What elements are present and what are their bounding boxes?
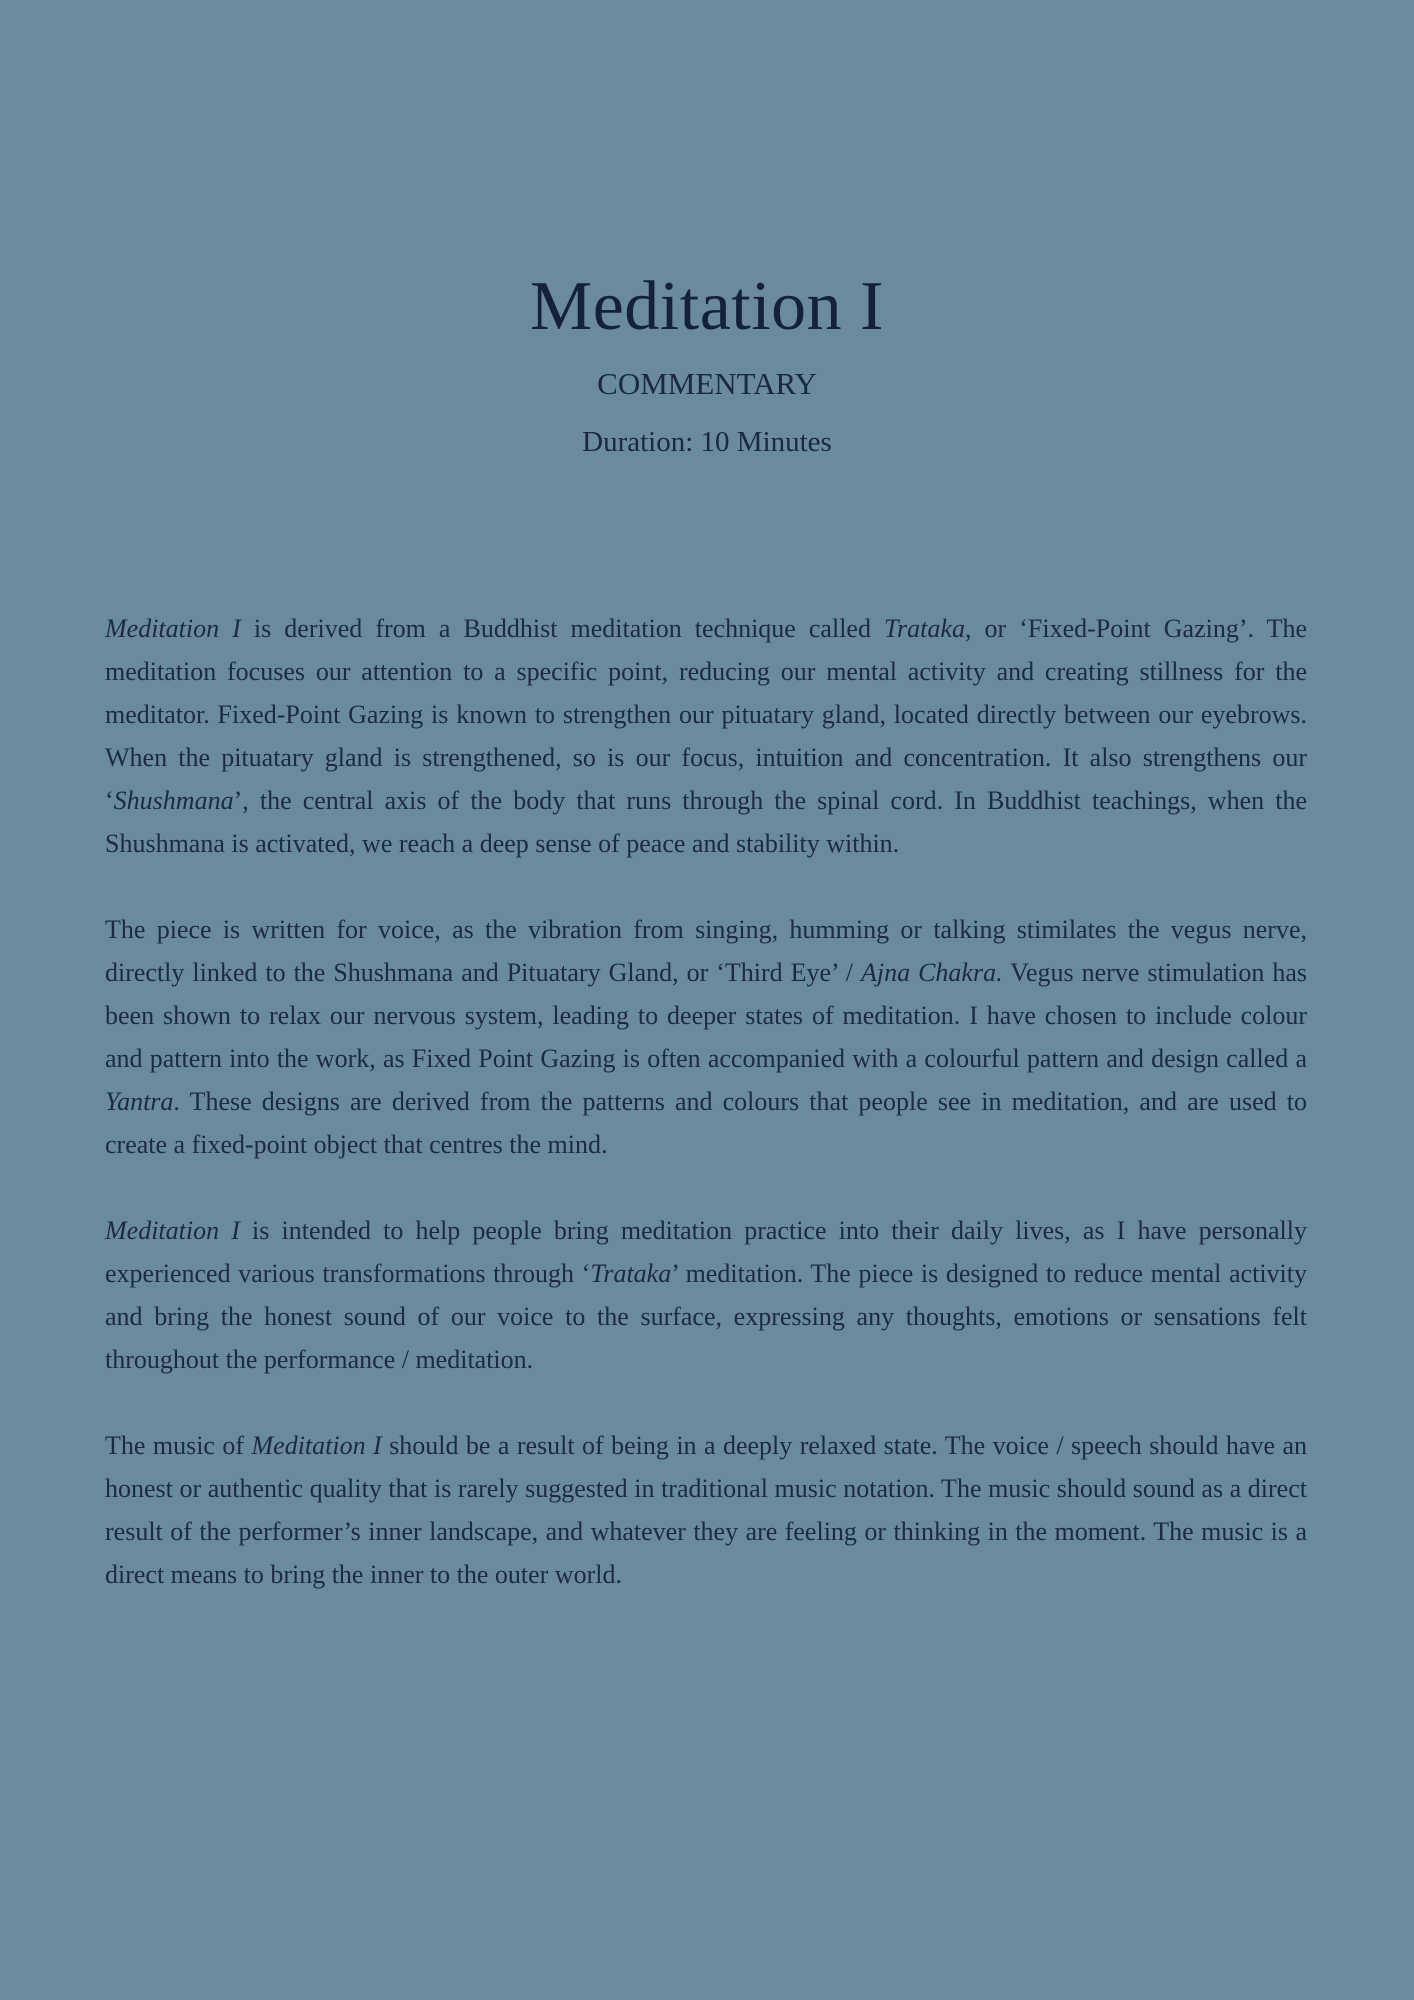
- paragraph-text: , or ‘Fixed-Point Gazing’. The meditation focuses our attention to a specific point, reducing our mental activity and creating stillness for the meditator. Fixed-Point Gazing is known to strengthen our pituatary gland, located directly between our eyebrows. When the pituatary gland is strengthened, so is our focus, intuition and concentration. It also strengthens our ‘: [105, 614, 1308, 815]
- section-subtitle: COMMENTARY: [597, 366, 817, 401]
- commentary-paragraph: [105, 908, 1307, 1166]
- commentary-paragraph: [105, 1209, 1307, 1381]
- commentary-paragraph: [105, 607, 1307, 865]
- paragraph-text: ’ meditation. The piece is designed to reduce mental activity and bring the honest sound of our voice to the surface, expressing any thoughts, emotions or sensations felt throughout the performance / meditation.: [105, 1259, 1307, 1374]
- italic-term: Meditation I: [105, 614, 241, 643]
- paragraph-text: ’, the central axis of the body that runs through the spinal cord. In Buddhist teachings, when the Shushmana is activated, we reach a deep sense of peace and stability within.: [105, 786, 1307, 858]
- italic-term: Meditation I: [251, 1431, 382, 1460]
- italic-term: Trataka: [590, 1259, 672, 1288]
- italic-term: Ajna Chakra.: [860, 958, 1003, 987]
- page-title: Meditation I: [530, 268, 884, 345]
- paragraph-text: is derived from a Buddhist meditation technique called: [240, 614, 885, 643]
- paragraph-text: should be a result of being in a deeply relaxed state. The voice / speech should have an honest or authentic quality that is rarely suggested in traditional music notation. The music should sound as a direct result of the performer’s inner landscape, and whatever they are feeling or thinking in the moment. The music is a direct means to bring the inner to the outer world.: [105, 1431, 1307, 1589]
- paragraph-text: is intended to help people bring meditation practice into their daily lives, as I have personally experienced various transformations through ‘: [105, 1216, 1307, 1288]
- commentary-paragraph: [105, 1424, 1307, 1596]
- italic-term: Meditation I: [105, 1216, 240, 1245]
- paragraph-text: The piece is written for voice, as the vibration from singing, humming or talking stimilates the vegus nerve, directly linked to the Shushmana and Pituatary Gland, or ‘Third Eye’ /: [105, 915, 1307, 987]
- duration-label: Duration: 10 Minutes: [582, 426, 832, 458]
- commentary-body: [105, 607, 1307, 1596]
- paragraph-text: . These designs are derived from the patterns and colours that people see in meditation, and are used to create a fixed-point object that centres the mind.: [105, 1087, 1307, 1159]
- italic-term: Trataka: [884, 614, 965, 643]
- italic-term: Yantra: [105, 1087, 174, 1116]
- italic-term: Shushmana: [113, 786, 234, 815]
- paragraph-text: The music of: [105, 1431, 252, 1460]
- paragraph-text: Vegus nerve stimulation has been shown to relax our nervous system, leading to deeper states of meditation. I have chosen to include colour and pattern into the work, as Fixed Point Gazing is often accompanied with a colourful pattern and design called a: [105, 958, 1307, 1073]
- header: [0, 262, 1414, 462]
